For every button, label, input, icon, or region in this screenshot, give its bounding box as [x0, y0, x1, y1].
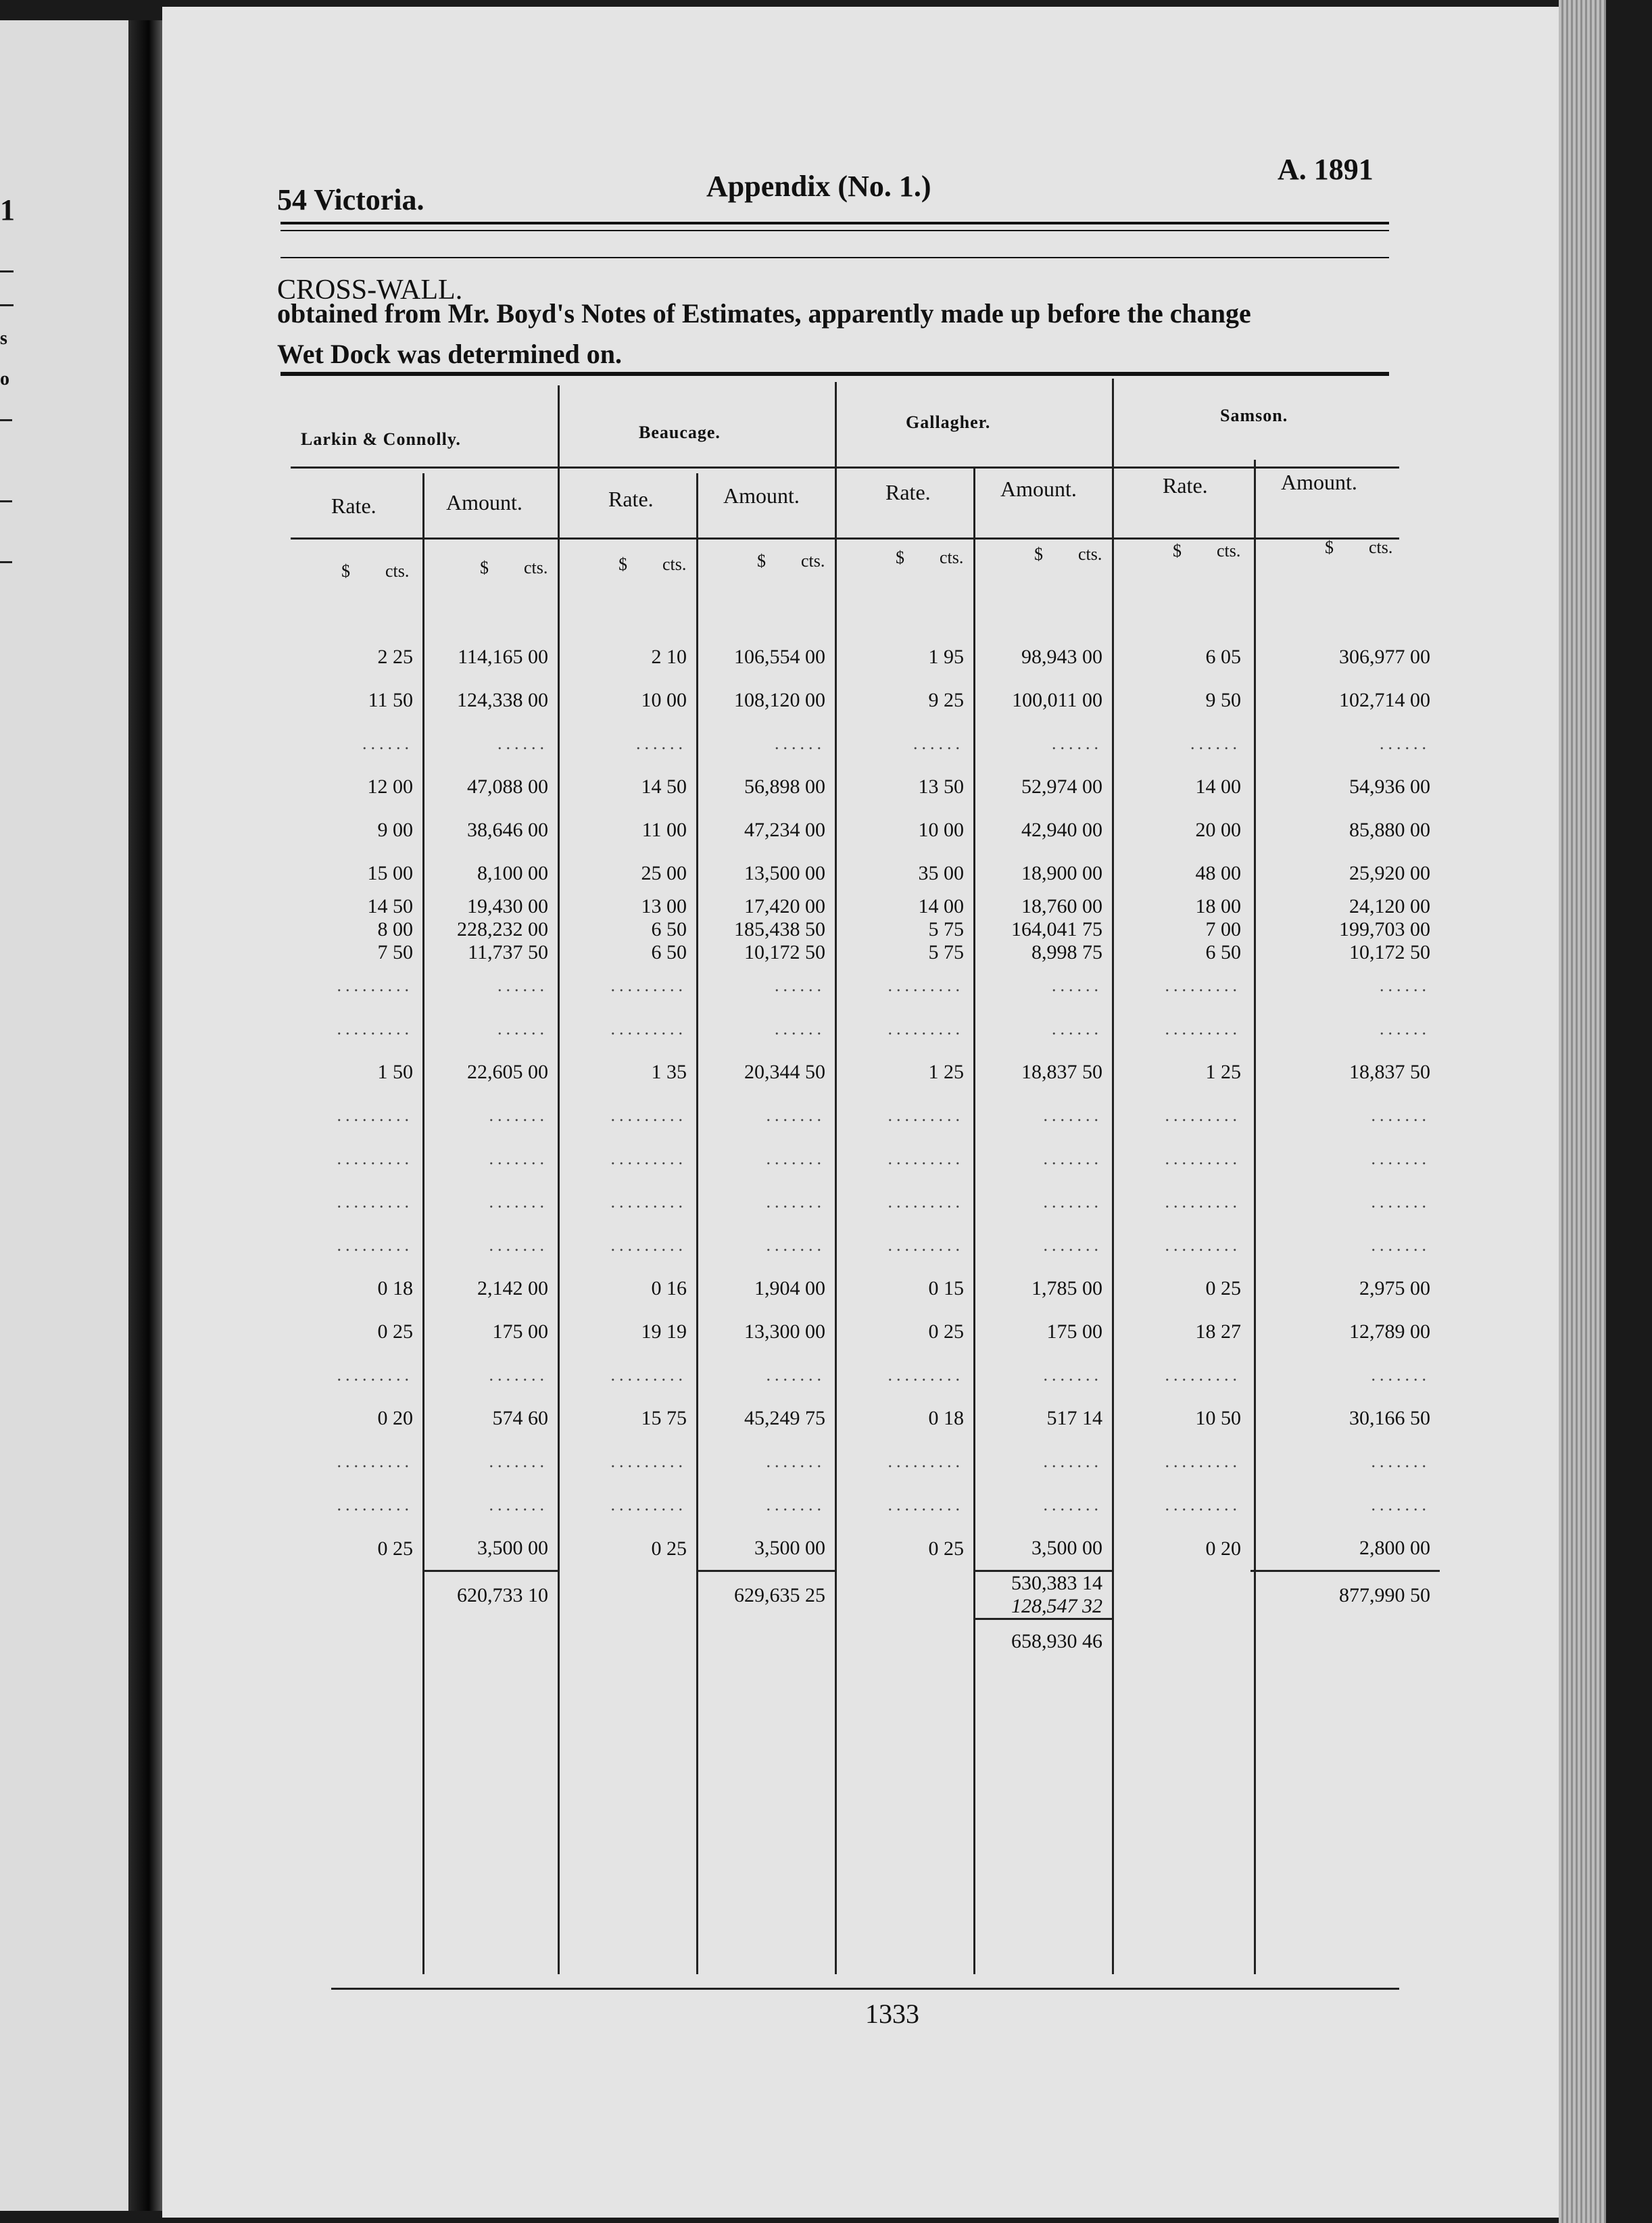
rate-cell: 0 25 [377, 1320, 413, 1343]
column-header-larkin: Larkin & Connolly. [301, 429, 461, 449]
left-page-edge [0, 20, 139, 2211]
amount-cell: 185,438 50 [734, 918, 825, 940]
header-center: Appendix (No. 1.) [706, 170, 931, 203]
amount-cell: 18,837 50 [1349, 1061, 1430, 1083]
leader-row: ......... ....... ......... ....... ......... ....... ......... ....... [337, 1149, 1430, 1168]
section-rule [281, 372, 1389, 376]
rate-cell: 1 25 [1205, 1061, 1241, 1083]
table-row [291, 1527, 1440, 1571]
rate-cell: 20 00 [1195, 819, 1241, 841]
amount-cell: 98,943 00 [1021, 646, 1102, 668]
amount-cell: 20,344 50 [744, 1061, 825, 1083]
rate-cell: 5 75 [928, 918, 964, 940]
left-page-tick [0, 419, 12, 421]
rate-cell: 35 00 [918, 862, 964, 884]
leader-row: ......... ....... ......... ....... ......... ....... ......... ....... [337, 1192, 1430, 1212]
amount-cell: 22,605 00 [467, 1061, 548, 1083]
unit-dollars: $ [618, 554, 627, 574]
total-beaucage: 629,635 25 [734, 1583, 825, 1606]
rate-cell: 0 20 [377, 1407, 413, 1429]
rate-cell: 10 00 [918, 819, 964, 841]
table-row [291, 895, 1440, 918]
rate-cell: 15 00 [367, 862, 413, 884]
table-row [291, 636, 1440, 679]
amount-cell: 2,800 00 [1250, 1527, 1440, 1571]
rate-cell: 5 75 [928, 941, 964, 963]
gallagher-subtotal: 530,383 14 [1011, 1572, 1102, 1594]
amount-cell: 18,900 00 [1021, 862, 1102, 884]
leader-row: ......... ....... ......... ....... ......... ....... ......... ....... [337, 1235, 1430, 1255]
amount-cell: 114,165 00 [458, 646, 548, 668]
amount-cell: 12,789 00 [1349, 1320, 1430, 1343]
amount-cell: 13,300 00 [744, 1320, 825, 1343]
header-divider [291, 467, 1399, 469]
section-subtitle: Wet Dock was determined on. [277, 339, 622, 369]
page-stack-edge [1559, 0, 1606, 2223]
rate-cell: 13 50 [918, 775, 964, 798]
amount-cell: 18,760 00 [1021, 895, 1102, 917]
rate-cell: 0 25 [651, 1537, 687, 1560]
amount-cell: 85,880 00 [1349, 819, 1430, 841]
amount-cell: 19,430 00 [467, 895, 548, 917]
unit-dollars: $ [341, 561, 350, 581]
table-row [291, 809, 1440, 852]
amount-cell: 47,088 00 [467, 775, 548, 798]
header-rule [281, 230, 1389, 231]
unit-cents: cts. [1078, 544, 1102, 564]
total-larkin: 620,733 10 [457, 1583, 548, 1606]
rate-cell: 9 00 [377, 819, 413, 841]
amount-cell: 13,500 00 [744, 862, 825, 884]
rate-cell: 18 00 [1195, 895, 1241, 917]
amount-cell: 124,338 00 [457, 689, 548, 711]
leader-row: ......... ...... ......... ...... ......... ...... ......... ...... [337, 1019, 1430, 1038]
rate-cell: 12 00 [367, 775, 413, 798]
rate-cell: 14 50 [367, 895, 413, 917]
amount-cell: 54,936 00 [1349, 775, 1430, 798]
rate-cell: 8 00 [377, 918, 413, 940]
rate-cell: 1 95 [928, 646, 964, 668]
subheader-rate: Rate. [331, 494, 376, 518]
footer-rule [331, 1988, 1399, 1990]
amount-cell: 45,249 75 [744, 1407, 825, 1429]
unit-cents: cts. [524, 558, 548, 577]
table-row [291, 918, 1440, 941]
amount-cell: 517 14 [1046, 1407, 1102, 1429]
column-header-gallagher: Gallagher. [906, 412, 991, 432]
unit-dollars: $ [757, 551, 766, 571]
section-subtitle: obtained from Mr. Boyd's Notes of Estimates, apparently made up before the change [277, 298, 1251, 329]
table-row [291, 765, 1440, 809]
total-samson: 877,990 50 [1339, 1583, 1430, 1606]
document-page [162, 7, 1559, 2218]
table-row [291, 1310, 1440, 1354]
leader-row: ......... ....... ......... ....... ......... ....... ......... ....... [337, 1452, 1430, 1471]
unit-cents: cts. [801, 551, 825, 571]
rate-cell: 11 50 [368, 689, 413, 711]
table-row [291, 941, 1440, 964]
rate-cell: 1 35 [651, 1061, 687, 1083]
amount-cell: 25,920 00 [1349, 862, 1430, 884]
total-gallagher: 658,930 46 [973, 1619, 1112, 1664]
amount-cell: 18,837 50 [1021, 1061, 1102, 1083]
leader-row: ......... ....... ......... ....... ......... ....... ......... ....... [337, 1495, 1430, 1514]
subheader-amount: Amount. [1281, 470, 1357, 494]
header-rule [281, 222, 1389, 224]
leader-row: ......... ....... ......... ....... ......... ....... ......... ....... [337, 1365, 1430, 1385]
rate-cell: 6 50 [1205, 941, 1241, 963]
column-header-samson: Samson. [1220, 406, 1288, 425]
amount-cell: 3,500 00 [422, 1527, 558, 1571]
table-row [291, 852, 1440, 895]
rate-cell: 0 16 [651, 1277, 687, 1299]
subheader-amount: Amount. [446, 490, 523, 515]
subheader-amount: Amount. [1000, 477, 1077, 501]
totals-row [291, 1571, 1440, 1619]
page-number: 1333 [865, 1999, 919, 2029]
amount-cell: 8,100 00 [477, 862, 548, 884]
rate-cell: 13 00 [641, 895, 687, 917]
rate-cell: 9 50 [1205, 689, 1241, 711]
left-page-glyph: o [0, 368, 9, 389]
rate-cell: 7 00 [1205, 918, 1241, 940]
book-gutter [128, 20, 162, 2211]
amount-cell: 228,232 00 [457, 918, 548, 940]
rate-cell: 0 25 [377, 1537, 413, 1560]
section-title: CROSS-WALL. [277, 274, 463, 306]
rate-cell: 1 25 [928, 1061, 964, 1083]
amount-cell: 52,974 00 [1021, 775, 1102, 798]
unit-dollars: $ [896, 548, 904, 567]
estimate-table [291, 636, 1440, 1663]
unit-dollars: $ [1034, 544, 1043, 564]
unit-dollars: $ [1173, 541, 1182, 560]
amount-cell: 30,166 50 [1349, 1407, 1430, 1429]
rate-cell: 25 00 [641, 862, 687, 884]
amount-cell: 2,142 00 [477, 1277, 548, 1299]
unit-cents: cts. [940, 548, 964, 567]
unit-cents: cts. [1369, 537, 1393, 557]
left-page-tick [0, 304, 14, 306]
header-divider [291, 537, 1399, 540]
amount-cell: 175 00 [492, 1320, 548, 1343]
amount-cell: 106,554 00 [734, 646, 825, 668]
amount-cell: 24,120 00 [1349, 895, 1430, 917]
leader-row: ......... ....... ......... ....... ......... ....... ......... ....... [337, 1105, 1430, 1125]
amount-cell: 11,737 50 [468, 941, 548, 963]
rate-cell: 6 50 [651, 941, 687, 963]
rate-cell: 0 25 [928, 1320, 964, 1343]
leader-row: ......... ...... ......... ...... ......... ...... ......... ...... [337, 976, 1430, 995]
amount-cell: 306,977 00 [1339, 646, 1430, 668]
amount-cell: 2,975 00 [1359, 1277, 1430, 1299]
amount-cell: 102,714 00 [1339, 689, 1430, 711]
section-rule [281, 257, 1389, 258]
rate-cell: 7 50 [377, 941, 413, 963]
table-row [291, 1267, 1440, 1310]
gallagher-addition: 128,547 32 [1011, 1595, 1102, 1617]
rate-cell: 6 05 [1205, 646, 1241, 668]
unit-dollars: $ [1325, 537, 1334, 557]
rate-cell: 10 50 [1195, 1407, 1241, 1429]
rate-cell: 0 15 [928, 1277, 964, 1299]
rate-cell: 0 18 [928, 1407, 964, 1429]
amount-cell: 199,703 00 [1339, 918, 1430, 940]
left-page-tick [0, 561, 12, 563]
amount-cell: 17,420 00 [744, 895, 825, 917]
rate-cell: 0 25 [1205, 1277, 1241, 1299]
column-header-beaucage: Beaucage. [639, 423, 721, 442]
rate-cell: 15 75 [641, 1407, 687, 1429]
rate-cell: 6 50 [651, 918, 687, 940]
rate-cell: 0 18 [377, 1277, 413, 1299]
table-row [291, 1051, 1440, 1094]
header-left: 54 Victoria. [277, 183, 424, 216]
header-right: A. 1891 [1278, 153, 1374, 186]
unit-cents: cts. [385, 561, 410, 581]
grand-total-row [291, 1619, 1440, 1664]
rate-cell: 0 20 [1205, 1537, 1241, 1560]
rate-cell: 14 50 [641, 775, 687, 798]
amount-cell: 1,904 00 [754, 1277, 825, 1299]
amount-cell: 3,500 00 [696, 1527, 835, 1571]
rate-cell: 14 00 [918, 895, 964, 917]
unit-cents: cts. [662, 554, 687, 574]
amount-cell: 1,785 00 [1031, 1277, 1102, 1299]
left-page-tick [0, 500, 12, 502]
amount-cell: 108,120 00 [734, 689, 825, 711]
gallagher-subtotal-cell [973, 1571, 1112, 1619]
unit-dollars: $ [480, 558, 489, 577]
rate-cell: 48 00 [1195, 862, 1241, 884]
amount-cell: 8,998 75 [1031, 941, 1102, 963]
amount-cell: 10,172 50 [744, 941, 825, 963]
amount-cell: 164,041 75 [1011, 918, 1102, 940]
subheader-rate: Rate. [1163, 473, 1208, 498]
amount-cell: 3,500 00 [973, 1527, 1112, 1571]
amount-cell: 100,011 00 [1012, 689, 1102, 711]
left-page-glyph: s [0, 328, 7, 349]
left-page-tick [0, 270, 14, 272]
rate-cell: 18 27 [1195, 1320, 1241, 1343]
left-page-glyph: 1 [0, 193, 15, 226]
unit-cents: cts. [1217, 541, 1241, 560]
rate-cell: 19 19 [641, 1320, 687, 1343]
rate-cell: 14 00 [1195, 775, 1241, 798]
rate-cell: 2 10 [651, 646, 687, 668]
rate-cell: 2 25 [377, 646, 413, 668]
rate-cell: 9 25 [928, 689, 964, 711]
amount-cell: 42,940 00 [1021, 819, 1102, 841]
subheader-rate: Rate. [608, 487, 654, 511]
rate-cell: 11 00 [641, 819, 687, 841]
amount-cell: 574 60 [492, 1407, 548, 1429]
amount-cell: 47,234 00 [744, 819, 825, 841]
amount-cell: 10,172 50 [1349, 941, 1430, 963]
table-row [291, 679, 1440, 722]
leader-row: ...... ...... ...... ...... ...... ...... ...... ...... [362, 734, 1430, 753]
amount-cell: 38,646 00 [467, 819, 548, 841]
amount-cell: 56,898 00 [744, 775, 825, 798]
rate-cell: 10 00 [641, 689, 687, 711]
subheader-amount: Amount. [723, 483, 800, 508]
rate-cell: 1 50 [377, 1061, 413, 1083]
table-row [291, 1397, 1440, 1440]
subheader-rate: Rate. [885, 480, 931, 504]
amount-cell: 175 00 [1046, 1320, 1102, 1343]
rate-cell: 0 25 [928, 1537, 964, 1560]
